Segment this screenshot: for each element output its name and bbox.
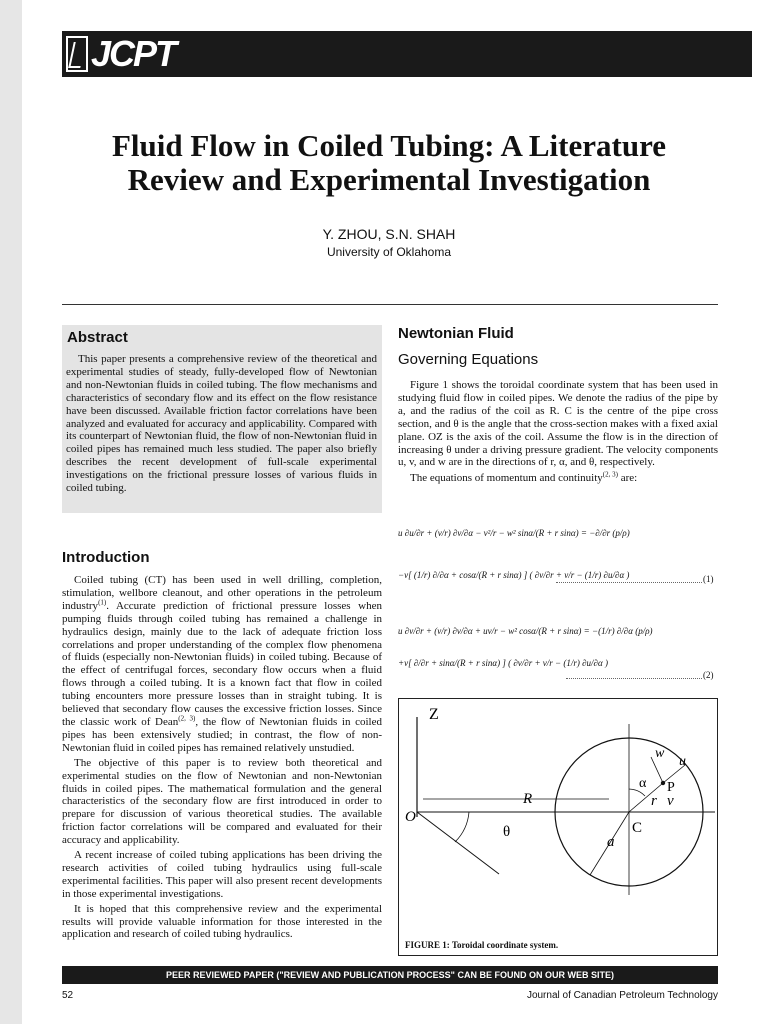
equation-2-leader bbox=[566, 678, 702, 679]
equation-1-leader bbox=[556, 582, 702, 583]
label-r-coil: R bbox=[523, 791, 533, 807]
toroidal-diagram bbox=[399, 699, 717, 937]
label-u: u bbox=[679, 754, 686, 769]
abstract-text: This paper presents a comprehensive review of the theoretical and experimental studies of steady, fully-developed flow of Newtonian and non-Newtonian fluids in coiled tubing. The flow mechanisms and characteristics of secondary flow and its effect on the flow resistance have been discussed. Available friction factor correlations have been analyzed and evaluated for accuracy and applicability. Compared with its counterpart of Newtonian fluid, the flow of non-Newtonian fluid in coiled pipes has remained much less studied. The paper also briefly describes the recent development of full-scale experimental investigations on the frictional pressure losses of various fluids in coiled tubing. bbox=[66, 353, 377, 495]
label-w: w bbox=[655, 746, 665, 761]
introduction-heading: Introduction bbox=[62, 549, 150, 566]
journal-name: Journal of Canadian Petroleum Technology bbox=[526, 990, 718, 1001]
label-c: C bbox=[632, 820, 643, 836]
logo-text: JCPT bbox=[91, 33, 176, 74]
page-number: 52 bbox=[62, 990, 74, 1001]
journal-banner bbox=[62, 31, 752, 77]
label-z: Z bbox=[429, 706, 439, 723]
label-p: P bbox=[667, 780, 675, 795]
abstract-box bbox=[62, 325, 382, 513]
citation-1: (1) bbox=[98, 598, 107, 607]
label-a: a bbox=[607, 834, 615, 850]
newtonian-p2-text-a: The equations of momentum and continuity bbox=[410, 472, 603, 485]
introduction-body bbox=[62, 574, 382, 943]
peer-review-banner: PEER REVIEWED PAPER ("REVIEW AND PUBLICATION PROCESS" CAN BE FOUND ON OUR WEB SITE) bbox=[62, 966, 718, 984]
header-divider bbox=[62, 304, 718, 305]
title-line-1: Fluid Flow in Coiled Tubing: A Literature bbox=[111, 128, 667, 163]
intro-paragraph-1 bbox=[62, 574, 382, 755]
equation-2-line-1: u ∂v/∂r + (v/r) ∂v/∂α + uv/r − w² cosα/(R + r sinα) = −(1/r) ∂/∂α (p/ρ) bbox=[398, 626, 653, 636]
page-margin-bar bbox=[0, 0, 22, 1024]
theta-arc bbox=[455, 812, 469, 842]
label-o: O bbox=[405, 809, 416, 825]
label-r: r bbox=[651, 793, 657, 809]
intro-paragraph-3: A recent increase of coiled tubing applications has been driving the research activities of coiled tubing hydraulics using full-scale experimental facilities. This paper will also present recent developments in those experimental investigations. bbox=[62, 849, 382, 900]
oil-derrick-icon bbox=[66, 36, 88, 72]
paper-title bbox=[62, 129, 716, 197]
newtonian-p2-text-b: are: bbox=[617, 472, 638, 485]
label-alpha: α bbox=[639, 776, 647, 791]
figure-1 bbox=[398, 698, 718, 956]
governing-equations-heading: Governing Equations bbox=[398, 351, 539, 368]
newtonian-paragraph-2 bbox=[398, 472, 718, 485]
figure-caption: FIGURE 1: Toroidal coordinate system. bbox=[405, 940, 559, 950]
label-v: v bbox=[667, 793, 674, 809]
equation-2-line-2: +ν[ ∂/∂r + sinα/(R + r sinα) ] ( ∂v/∂r + v/r − (1/r) ∂u/∂α ) bbox=[398, 658, 608, 668]
abstract-heading: Abstract bbox=[67, 329, 128, 346]
intro-paragraph-4: It is hoped that this comprehensive review and the experimental results will provide valuable information for those interested in the application and research of coiled tubing hydraulics. bbox=[62, 902, 382, 941]
newtonian-paragraph-1: Figure 1 shows the toroidal coordinate system that has been used in studying fluid flow in coiled pipes. We denote the radius of the pipe by a, and the radius of the coil as R. C is the centre of the pipe cross section, and θ is the angle that the cross-section makes with a fixed axial plane. OZ is the axis of the coil. Assume the flow is in the direction of increasing θ under a driving pressure gradient. The velocity components u, v, and w are in the directions of r, α, and θ, respectively. bbox=[398, 379, 718, 469]
citation-2: (2, 3) bbox=[178, 714, 196, 723]
title-line-2: Review and Experimental Investigation bbox=[127, 162, 651, 197]
theta-line bbox=[417, 812, 499, 874]
equation-2-number: (2) bbox=[703, 670, 714, 680]
citation-3: (2, 3) bbox=[602, 470, 618, 479]
newtonian-heading: Newtonian Fluid bbox=[398, 325, 514, 342]
intro-p1-text-c: , the flow of Newtonian fluids in coiled pipes has been extensively studied; in contrast, the flow of non-Newtonian fluid in coiled pipes has remained relatively unstudied. bbox=[62, 715, 382, 754]
intro-p1-text-b: . Accurate prediction of frictional pressure losses when pumping fluids through coiled tubing has remained a challenge in hydraulics design, mainly due to the lack of adequate friction loss correlations and proper understanding of the complex flow phenomena of fluids (especially non-Newtonian fluids) in coiled tubing. Because of the effect of centrifugal forces, secondary flow occurs when a fluid flows through a coiled tubing. It is a known fact that flow in coiled tubing encounters more pressure losses than in straight tubing. It is believed that secondary flow causes the excessive friction losses. Since the classic work of Dean bbox=[62, 599, 382, 728]
intro-p1-text-a: Coiled tubing (CT) has been used in well drilling, completion, stimulation, wellbore cleanout, and other operations in the petroleum industry bbox=[62, 574, 382, 612]
newtonian-body bbox=[398, 379, 718, 488]
equation-1-line-2: −ν[ (1/r) ∂/∂α + cosα/(R + r sinα) ] ( ∂v/∂r + v/r − (1/r) ∂u/∂α ) bbox=[398, 570, 630, 580]
authors: Y. ZHOU, S.N. SHAH bbox=[322, 226, 456, 242]
label-theta: θ bbox=[503, 824, 511, 840]
affiliation: University of Oklahoma bbox=[326, 245, 452, 259]
intro-paragraph-2: The objective of this paper is to review both theoretical and experimental studies on the flow of Newtonian and non-Newtonian fluids in coiled pipes. The mathematical formulation and the general characteristics of the secondary flow are first introduced in order to prepare for discussion of various theoretical studies. The available friction factor correlations will be compared and evaluated for their accuracy and applicability. bbox=[62, 756, 382, 847]
equation-1-line-1: u ∂u/∂r + (v/r) ∂v/∂α − v²/r − w² sinα/(R + r sinα) = −∂/∂r (p/ρ) bbox=[398, 528, 630, 538]
journal-logo bbox=[66, 35, 175, 73]
equation-1-number: (1) bbox=[703, 574, 714, 584]
